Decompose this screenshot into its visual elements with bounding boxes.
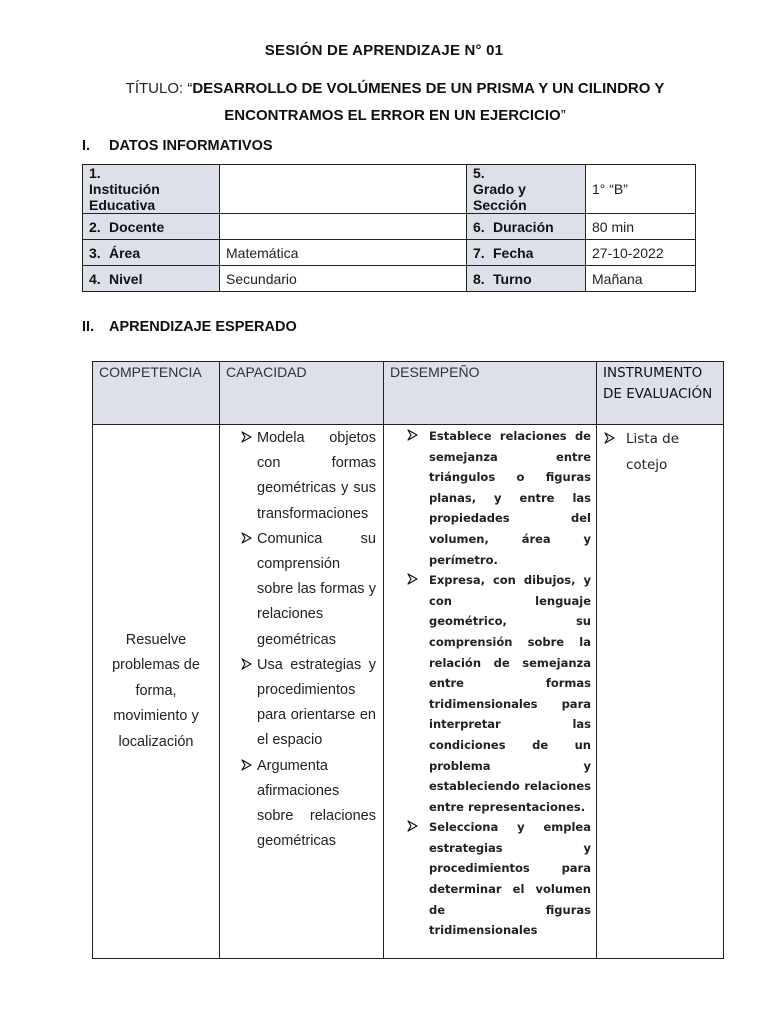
subtitle-label: TÍTULO:: [125, 80, 188, 97]
info-label-number: 6.: [473, 218, 485, 235]
section-heading-datos: [82, 138, 273, 154]
info-label-text: Institución Educativa: [89, 181, 160, 213]
list-item-text: Argumenta afirmaciones sobre relaciones geométricas: [257, 757, 376, 850]
capacidad-cell: [220, 425, 384, 959]
info-value-text: 27-10-2022: [592, 244, 664, 261]
info-label-cell: [467, 240, 586, 266]
capacidad-item: [227, 426, 376, 527]
info-label-number: 3.: [89, 244, 101, 261]
section-heading-aprendizaje: [82, 319, 297, 335]
info-label-number: 8.: [473, 270, 485, 287]
arrowhead-bullet-icon: [241, 653, 252, 678]
section-number: I.: [82, 138, 91, 154]
arrowhead-bullet-icon: [407, 817, 418, 838]
instrumento-item: [604, 426, 716, 478]
arrowhead-bullet-icon: [604, 426, 615, 452]
info-label-text: Docente: [109, 218, 165, 235]
info-value-text: Matemática: [226, 244, 299, 261]
info-value-text: 80 min: [592, 218, 635, 235]
header-desempeno: DESEMPEÑO: [384, 362, 597, 425]
info-label-text: Duración: [493, 218, 554, 235]
desempeno-cell: [384, 425, 597, 959]
table-row: [93, 425, 724, 959]
section-number: II.: [82, 319, 95, 335]
aprendizaje-esperado-table: [92, 361, 724, 959]
info-label-text: Área: [109, 244, 141, 261]
capacidad-list: [221, 426, 382, 854]
info-label-number: 5.: [473, 165, 485, 181]
list-item-text: Comunica su comprensión sobre las formas y relaciones geométricas: [257, 530, 376, 648]
competencia-cell: Resuelve problemas de forma, movimiento y localización: [93, 425, 220, 959]
info-value-cell: [586, 266, 696, 292]
arrowhead-bullet-icon: [241, 426, 252, 451]
table-header-row: [93, 362, 724, 425]
header-competencia: COMPETENCIA: [93, 362, 220, 425]
arrowhead-bullet-icon: [241, 754, 252, 779]
header-capacidad: CAPACIDAD: [220, 362, 384, 425]
info-label-cell: [467, 214, 586, 240]
info-label-cell: [467, 266, 586, 292]
info-label-cell: [83, 266, 220, 292]
info-label-text: Nivel: [109, 270, 143, 287]
list-item-text: Selecciona y emplea estrategias y procedimientos para determinar el volumen de figuras tridimensionales: [429, 820, 591, 938]
table-row: [83, 240, 696, 266]
info-label-cell: [83, 214, 220, 240]
info-value-text: 1° “B”: [592, 181, 628, 197]
info-label-cell: [467, 165, 586, 214]
info-value-text: Secundario: [226, 270, 297, 287]
table-row: [83, 165, 696, 214]
subtitle-text: DESARROLLO DE VOLÚMENES DE UN PRISMA Y UN CILINDRO Y ENCONTRAMOS EL ERROR EN UN EJERCICIO: [192, 80, 665, 124]
datos-informativos-table: [82, 164, 696, 292]
info-value-cell: [220, 240, 467, 266]
info-value-text: Mañana: [592, 270, 643, 287]
close-quote: ”: [560, 107, 566, 124]
info-label-number: 2.: [89, 218, 101, 235]
info-value-cell: [220, 214, 467, 240]
info-label-number: 4.: [89, 270, 101, 287]
info-label-text: Fecha: [493, 244, 534, 261]
instrumento-list: [598, 426, 722, 478]
document-title: SESIÓN DE APRENDIZAJE N° 01: [264, 42, 504, 59]
capacidad-item: [227, 653, 376, 754]
info-label-text: Grado y Sección: [473, 181, 527, 213]
instrumento-cell: [597, 425, 724, 959]
list-item-text: Modela objetos con formas geométricas y sus transformaciones: [257, 430, 376, 522]
arrowhead-bullet-icon: [407, 570, 418, 591]
list-item-text: Establece relaciones de semejanza entre triángulos o figuras planas, y entre las propiedades del volumen, área y perímetro.: [429, 429, 591, 567]
table-row: [83, 266, 696, 292]
info-value-cell: [220, 266, 467, 292]
info-value-cell: [586, 214, 696, 240]
info-value-cell: [586, 240, 696, 266]
section-title: APRENDIZAJE ESPERADO: [109, 319, 297, 335]
info-label-cell: [83, 165, 220, 214]
list-item-text: Usa estrategias y procedimientos para orientarse en el espacio: [257, 656, 376, 749]
info-value-cell: [220, 165, 467, 214]
capacidad-item: [227, 754, 376, 855]
capacidad-item: [227, 527, 376, 653]
info-label-number: 1.: [89, 165, 101, 181]
info-value-cell: [586, 165, 696, 214]
info-label-text: Turno: [493, 270, 532, 287]
arrowhead-bullet-icon: [241, 527, 252, 552]
open-quote: “: [187, 80, 193, 97]
header-instrumento: INSTRUMENTO DE EVALUACIÓN: [597, 362, 724, 425]
desempeno-item: [397, 426, 591, 570]
desempeno-item: [397, 570, 591, 817]
desempeno-item: [397, 817, 591, 941]
info-label-number: 7.: [473, 244, 485, 261]
section-title: DATOS INFORMATIVOS: [109, 138, 273, 154]
list-item-text: Expresa, con dibujos, y con lenguaje geométrico, su comprensión sobre la relación de semejanza entre formas tridimensionales para interpretar las condiciones de un problema y estableciendo relaciones entre representaciones.: [429, 573, 591, 814]
list-item-text: Lista de cotejo: [626, 431, 680, 473]
desempeno-list: [385, 426, 595, 941]
info-label-cell: [83, 240, 220, 266]
arrowhead-bullet-icon: [407, 426, 418, 447]
session-subtitle: [100, 75, 690, 129]
table-row: [83, 214, 696, 240]
